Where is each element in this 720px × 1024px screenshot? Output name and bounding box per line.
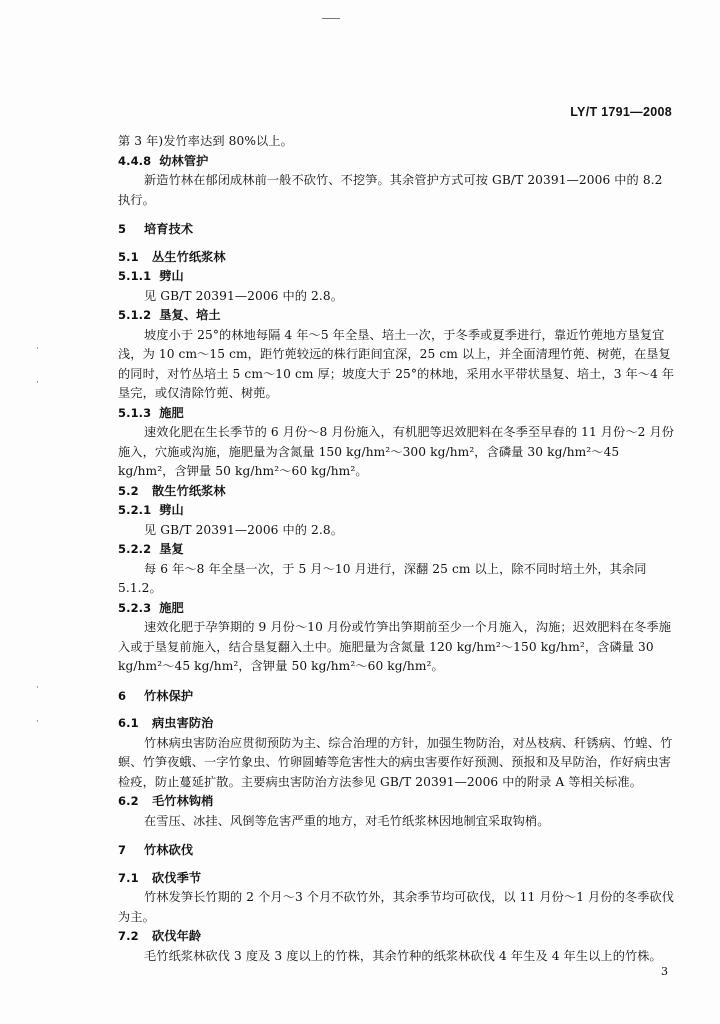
page-number: 3 bbox=[661, 965, 668, 978]
section-title: 丛生竹纸浆林 bbox=[152, 249, 226, 264]
section-heading-6-2 bbox=[118, 792, 678, 812]
section-heading-5-1-1 bbox=[118, 267, 678, 287]
section-number: 5.1.2 bbox=[118, 308, 152, 322]
paragraph: 速效化肥在生长季节的 6 月份～8 月份施入，有机肥等迟效肥料在冬季至早春的 11 月份～2 月份施入，穴施或沟施，施肥量为含氮量 150 kg/hm²～300 kg/hm²，含磷量 30 kg/hm²～45 kg/hm²，含钾量 50 kg/hm²～60 kg/hm²。 bbox=[118, 425, 675, 478]
section-heading-5-1-2 bbox=[118, 306, 678, 326]
paragraph: 每 6 年～8 年全垦一次，于 5 月～10 月进行，深翻 25 cm 以上，除不同时培土外，其余同 5.1.2。 bbox=[118, 561, 647, 595]
paragraph: 坡度小于 25°的林地每隔 4 年～5 年全垦、培土一次，于冬季或夏季进行，靠近竹蔸地方垦复宜浅，为 10 cm～15 cm，距竹蔸较远的株行距间宜深，25 cm 以上，并全面清理竹蔸、树蔸，在垦复的同时，对竹丛培土 5 cm～10 cm 厚；坡度大于 25°的林地，采用水平带状垦复、培土，3 年～4 年垦完，或仅清除竹蔸、树蔸。 bbox=[118, 327, 675, 400]
section-number: 5.2.1 bbox=[118, 503, 152, 517]
section-heading-6-1 bbox=[118, 714, 678, 734]
section-title: 毛竹林钩梢 bbox=[152, 794, 214, 808]
section-title: 劈山 bbox=[159, 503, 184, 517]
section-title: 病虫害防治 bbox=[152, 716, 214, 730]
section-title: 垦复 bbox=[159, 542, 184, 556]
section-heading-6 bbox=[118, 687, 678, 707]
scan-mark: · bbox=[36, 378, 39, 388]
standard-code: LY/T 1791—2008 bbox=[570, 105, 672, 119]
section-title: 培育技术 bbox=[144, 222, 194, 236]
section-title: 劈山 bbox=[159, 269, 184, 283]
section-heading-7-1 bbox=[118, 869, 678, 889]
scan-mark: · bbox=[36, 717, 39, 727]
section-title: 散生竹纸浆林 bbox=[152, 483, 226, 498]
scan-mark: · bbox=[36, 683, 39, 693]
paragraph: 见 GB/T 20391—2006 中的 2.8。 bbox=[144, 288, 344, 303]
section-title: 垦复、培土 bbox=[159, 308, 221, 322]
paragraph: 竹林病虫害防治应贯彻预防为主、综合治理的方针，加强生物防治，对丛枝病、秆锈病、竹蝗、竹螟、竹笋夜蛾、一字竹象虫、竹卵圆蝽等危害性大的病虫害要作好预测、预报和及早防治，作好病虫害检疫，防止蔓延扩散。主要病虫害防治方法参见 GB/T 20391—2006 中的附录 A 等相关标准。 bbox=[118, 735, 673, 789]
section-number: 6.2 bbox=[118, 794, 139, 808]
paragraph: 见 GB/T 20391—2006 中的 2.8。 bbox=[144, 522, 344, 537]
section-title: 幼林管护 bbox=[159, 153, 209, 168]
section-heading-5-2-3 bbox=[118, 599, 678, 619]
paragraph: 第 3 年)发竹率达到 80%以上。 bbox=[118, 134, 293, 148]
section-number: 5.1.1 bbox=[118, 269, 152, 283]
section-number: 7.2 bbox=[118, 929, 139, 943]
section-number: 6 bbox=[118, 688, 127, 703]
section-title: 施肥 bbox=[159, 600, 184, 615]
section-title: 竹林砍伐 bbox=[144, 843, 194, 857]
section-number: 5 bbox=[118, 222, 127, 236]
section-number: 5.2.2 bbox=[118, 542, 152, 556]
paragraph: 在雪压、冰挂、风倒等危害严重的地方，对毛竹纸浆林因地制宜采取钩梢。 bbox=[144, 813, 550, 828]
section-number: 6.1 bbox=[118, 716, 139, 730]
section-number: 7 bbox=[118, 843, 127, 857]
section-title: 砍伐年龄 bbox=[152, 929, 202, 943]
paragraph: 新造竹林在郁闭成林前一般不砍竹、不挖笋。其余管护方式可按 GB/T 20391—2006 中的 8.2 执行。 bbox=[118, 173, 663, 207]
section-number: 5.2.3 bbox=[118, 600, 152, 615]
section-title: 砍伐季节 bbox=[152, 870, 202, 885]
section-heading-7-2 bbox=[118, 927, 678, 947]
paragraph: 毛竹纸浆林砍伐 3 度及 3 度以上的竹株，其余竹种的纸浆林砍伐 4 年生及 4 年生以上的竹株。 bbox=[144, 948, 662, 963]
section-heading-5-2-2 bbox=[118, 540, 678, 560]
section-heading-5-2-1 bbox=[118, 501, 678, 521]
paragraph: 速效化肥于孕笋期的 9 月份～10 月份或竹笋出笋期前至少一个月施入，沟施；迟效肥料在冬季施入或于垦复前施入，结合垦复翻入土中。施肥量为含氮量 120 kg/hm²～150 kg/hm²，含磷量 30 kg/hm²～45 kg/hm²，含钾量 50 kg/hm²～60 kg/hm²。 bbox=[118, 620, 671, 673]
paragraph: 竹林发笋长竹期的 2 个月～3 个月不砍竹外，其余季节均可砍伐，以 11 月份～1 月份的冬季砍伐为主。 bbox=[118, 890, 675, 924]
section-number: 5.1.3 bbox=[118, 405, 152, 420]
section-heading-5-1-3 bbox=[118, 404, 678, 424]
section-number: 7.1 bbox=[118, 870, 139, 885]
section-heading-5-1 bbox=[118, 248, 678, 268]
section-heading-5-2 bbox=[118, 482, 678, 502]
section-heading-4-4-8 bbox=[118, 152, 678, 172]
section-heading-5 bbox=[118, 220, 678, 240]
section-title: 竹林保护 bbox=[144, 688, 194, 703]
section-heading-7 bbox=[118, 841, 678, 861]
section-number: 4.4.8 bbox=[118, 153, 152, 168]
document-body bbox=[118, 132, 678, 966]
section-number: 5.1 bbox=[118, 249, 139, 264]
scan-mark: · bbox=[36, 344, 39, 354]
top-rule bbox=[322, 18, 340, 19]
section-number: 5.2 bbox=[118, 483, 139, 498]
section-title: 施肥 bbox=[159, 405, 184, 420]
